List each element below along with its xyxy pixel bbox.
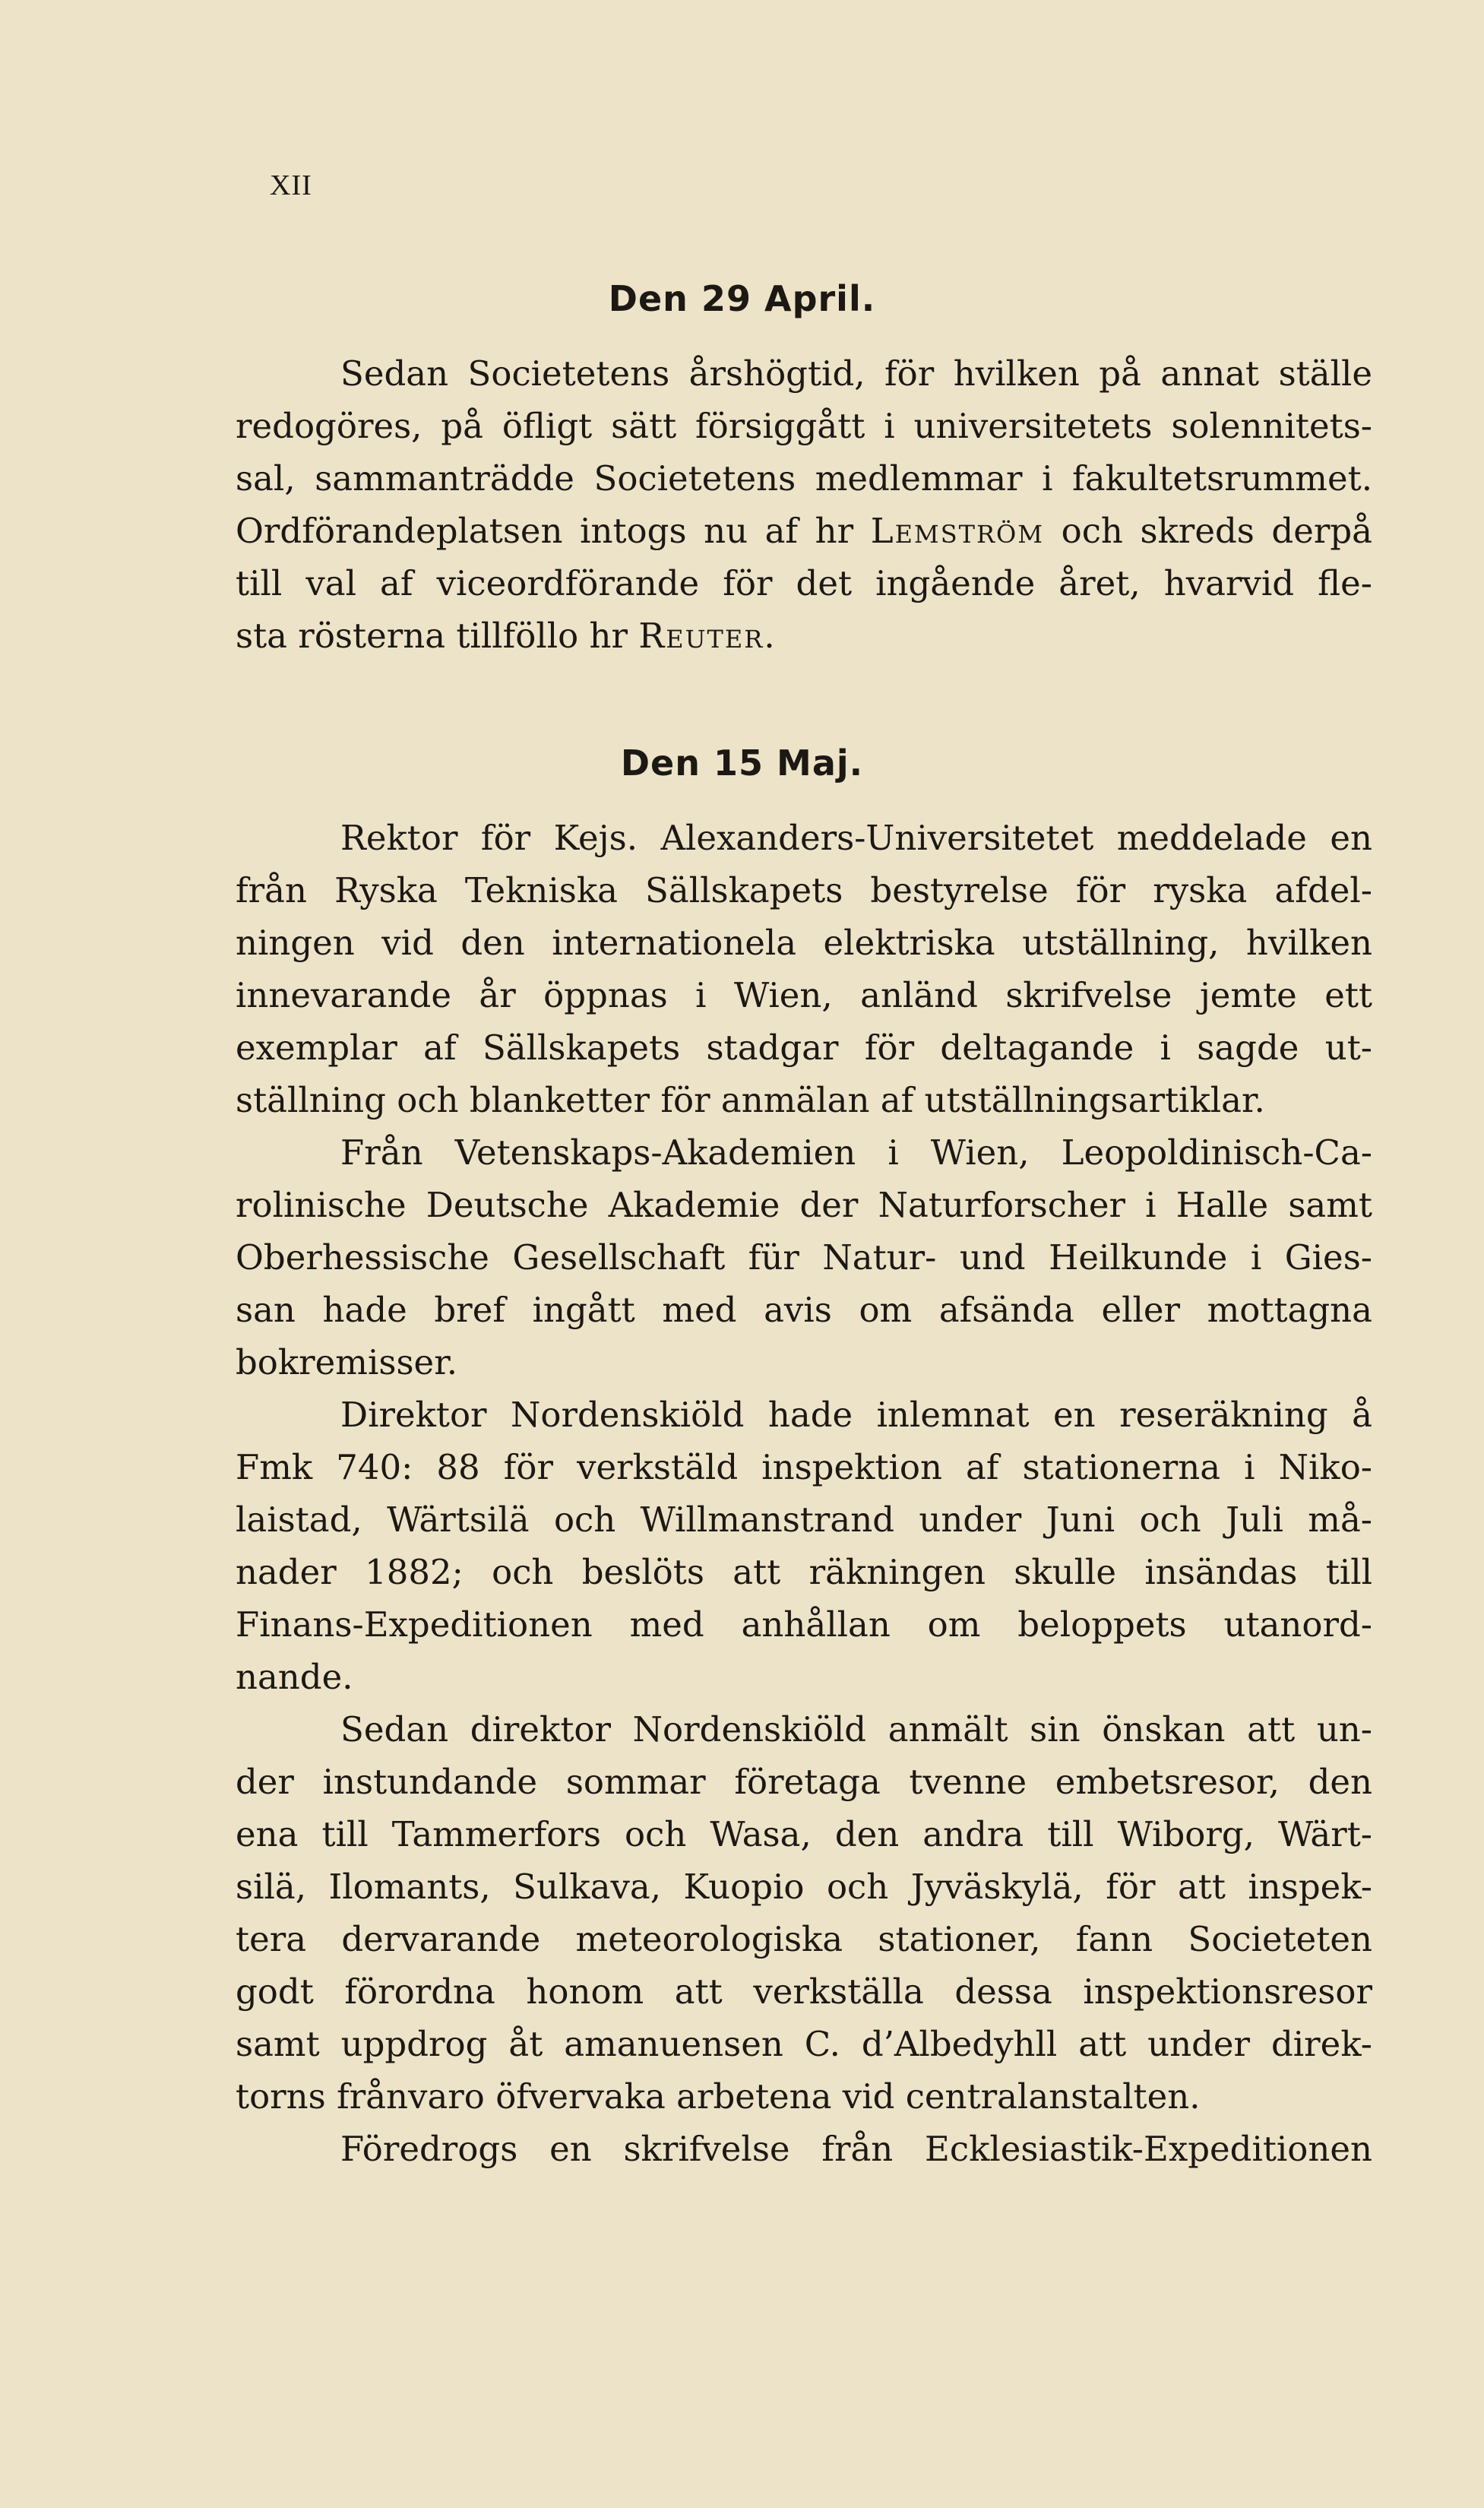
section-body-29-april bbox=[236, 347, 1372, 662]
text-line: rolinische Deutsche Akademie der Naturforscher i Halle samt bbox=[236, 1185, 1372, 1225]
text-line: bokremisser. bbox=[236, 1342, 458, 1382]
text-line: redogöres, på öfligt sätt försiggått i universitetets solennitets- bbox=[236, 406, 1372, 446]
text-line: torns frånvaro öfvervaka arbetena vid centralanstalten. bbox=[236, 2076, 1201, 2117]
text-line: innevarande år öppnas i Wien, anländ skrifvelse jemte ett bbox=[236, 975, 1372, 1015]
text-line: der instundande sommar företaga tvenne embetsresor, den bbox=[236, 1762, 1372, 1802]
text-line: från Ryska Tekniska Sällskapets bestyrelse för ryska afdel- bbox=[236, 870, 1372, 910]
text-line: ena till Tammerfors och Wasa, den andra till Wiborg, Wärt- bbox=[236, 1814, 1372, 1854]
text-run: . bbox=[764, 616, 775, 656]
text-line: nader 1882; och beslöts att räkningen skulle insändas till bbox=[236, 1552, 1372, 1592]
text-line: Rektor för Kejs. Alexanders-Universitetet meddelade en bbox=[340, 818, 1372, 858]
text-line: tera dervarande meteorologiska stationer, fann Societeten bbox=[236, 1919, 1372, 1959]
text-run: Ordförandeplatsen intogs nu af hr bbox=[236, 511, 871, 551]
text-line: laistad, Wärtsilä och Willmanstrand under Juni och Juli må- bbox=[236, 1499, 1372, 1540]
text-line: Direktor Nordenskiöld hade inlemnat en reseräkning å bbox=[340, 1395, 1372, 1435]
person-name-lemstrom: Lemström bbox=[870, 511, 1045, 551]
text-run: sta rösterna tillföllo hr bbox=[236, 616, 639, 656]
text-line: silä, Ilomants, Sulkava, Kuopio och Jyväskylä, för att inspek- bbox=[236, 1867, 1372, 1907]
section-body-15-maj bbox=[236, 812, 1372, 2175]
text-line: till val af viceordförande för det ingående året, hvarvid fle- bbox=[236, 563, 1372, 603]
text-line: Sedan Societetens årshögtid, för hvilken på annat ställe bbox=[340, 353, 1372, 394]
text-line bbox=[236, 505, 1372, 557]
text-line: Föredrogs en skrifvelse från Ecklesiastik-Expeditionen bbox=[340, 2129, 1372, 2169]
text-line: Finans-Expeditionen med anhållan om beloppets utanord- bbox=[236, 1604, 1372, 1645]
text-line bbox=[236, 610, 1372, 662]
section-heading-29-april: Den 29 April. bbox=[608, 278, 876, 319]
text-line: ningen vid den internationela elektriska utställning, hvilken bbox=[236, 923, 1372, 963]
text-line: godt förordna honom att verkställa dessa inspektionsresor bbox=[236, 1971, 1372, 2012]
text-line: Oberhessische Gesellschaft für Natur- und Heilkunde i Gies- bbox=[236, 1237, 1372, 1278]
text-line: Fmk 740: 88 för verkstäld inspektion af stationerna i Niko- bbox=[236, 1447, 1372, 1487]
text-line: nande. bbox=[236, 1657, 353, 1697]
page-number: XII bbox=[270, 169, 312, 201]
text-line: exemplar af Sällskapets stadgar för deltagande i sagde ut- bbox=[236, 1028, 1372, 1068]
text-run: och skreds derpå bbox=[1044, 511, 1372, 551]
section-heading-15-maj: Den 15 Maj. bbox=[620, 743, 864, 784]
text-line: Från Vetenskaps-Akademien i Wien, Leopoldinisch-Ca- bbox=[340, 1132, 1372, 1173]
person-name-reuter: Reuter bbox=[638, 616, 764, 656]
text-line: ställning och blanketter för anmälan af utställningsartiklar. bbox=[236, 1080, 1265, 1120]
text-line: sal, sammanträdde Societetens medlemmar i fakultetsrummet. bbox=[236, 458, 1372, 499]
text-line: san hade bref ingått med avis om afsända eller mottagna bbox=[236, 1290, 1372, 1330]
text-line: Sedan direktor Nordenskiöld anmält sin önskan att un- bbox=[340, 1709, 1372, 1750]
text-line: samt uppdrog åt amanuensen C. d’Albedyhll att under direk- bbox=[236, 2024, 1372, 2064]
